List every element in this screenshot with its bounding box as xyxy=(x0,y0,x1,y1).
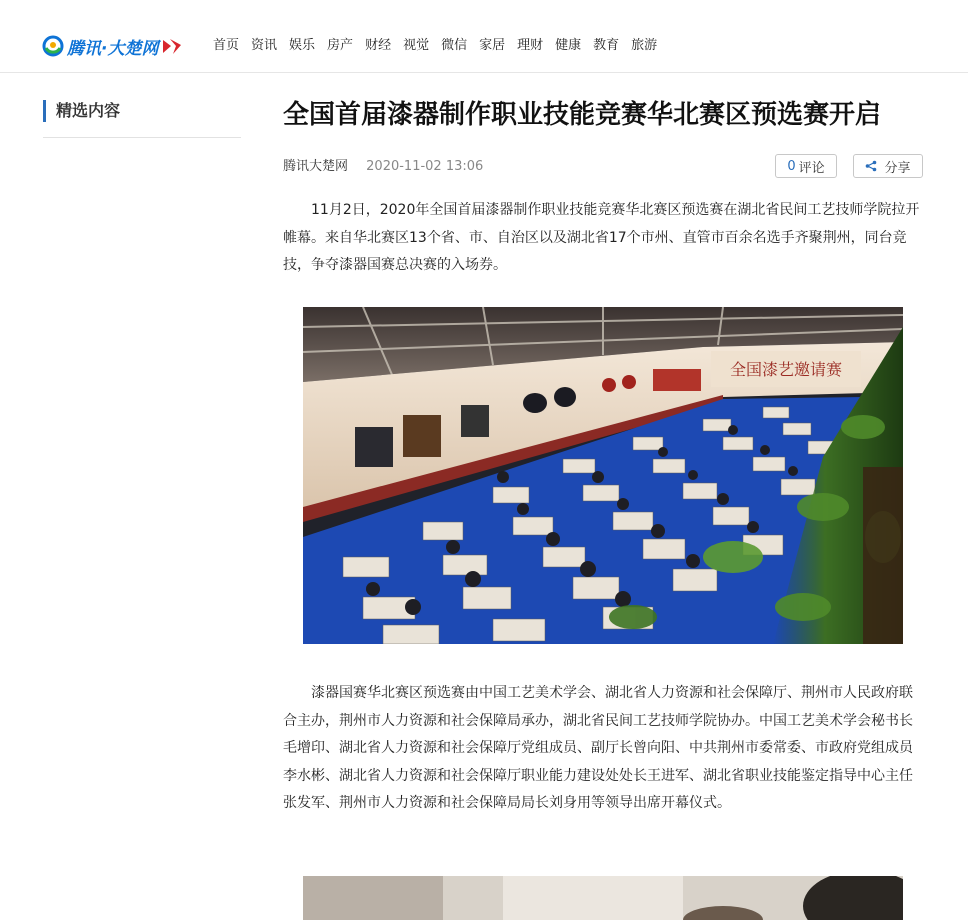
nav-item-5[interactable]: 视觉 xyxy=(403,38,430,53)
site-header xyxy=(0,0,968,73)
share-button[interactable] xyxy=(853,154,923,178)
dachu-flag-icon xyxy=(162,36,182,56)
tencent-logo-icon xyxy=(42,35,64,57)
share-icon xyxy=(865,160,877,172)
second-photo-image xyxy=(303,876,903,920)
site-logo[interactable] xyxy=(42,33,182,59)
nav-item-11[interactable]: 旅游 xyxy=(631,38,658,53)
nav-item-3[interactable]: 房产 xyxy=(327,38,354,53)
nav-item-0[interactable]: 首页 xyxy=(213,38,240,53)
article-photo xyxy=(303,307,903,644)
comment-button[interactable] xyxy=(775,154,837,178)
sidebar-title: 精选内容 xyxy=(43,100,120,122)
article-source[interactable]: 腾讯大楚网 xyxy=(283,159,349,174)
sidebar-divider xyxy=(43,137,241,138)
competition-hall-image xyxy=(303,307,903,644)
nav-item-10[interactable]: 教育 xyxy=(593,38,620,53)
main-nav xyxy=(213,36,669,56)
nav-item-9[interactable]: 健康 xyxy=(555,38,582,53)
nav-item-4[interactable]: 财经 xyxy=(365,38,392,53)
article-photo-2 xyxy=(303,876,903,920)
nav-item-7[interactable]: 家居 xyxy=(479,38,506,53)
comment-count: 0 xyxy=(787,158,796,174)
article-paragraph-2: 漆器国赛华北赛区预选赛由中国工艺美术学会、湖北省人力资源和社会保障厅、荆州市人民政府联合主办，荆州市人力资源和社会保障局承办，湖北省民间工艺技师学院协办。中国工艺美术学会秘书长毛增印、湖北省人力资源和社会保障厅党组成员、副厅长曾向阳、中共荆州市委常委、市政府党组成员李水彬、湖北省人力资源和社会保障厅职业能力建设处处长王进军、湖北省职业技能鉴定指导中心主任张发军、荆州市人力资源和社会保障局局长刘身用等领导出席开幕仪式。 xyxy=(283,685,913,811)
comment-label: 评论 xyxy=(798,160,825,176)
nav-item-1[interactable]: 资讯 xyxy=(251,38,278,53)
logo-text: 腾讯·大楚网 xyxy=(67,38,159,59)
nav-item-2[interactable]: 娱乐 xyxy=(289,38,316,53)
share-label: 分享 xyxy=(884,160,911,176)
article-time: 2020-11-02 13:06 xyxy=(366,159,484,174)
photo-banner-text: 全国漆艺邀请赛 xyxy=(729,360,843,379)
article-title: 全国首届漆器制作职业技能竞赛华北赛区预选赛开启 xyxy=(283,100,882,130)
article-meta xyxy=(283,158,483,176)
nav-item-8[interactable]: 理财 xyxy=(517,38,544,53)
nav-item-6[interactable]: 微信 xyxy=(441,38,468,53)
article-paragraph-1: 11月2日，2020年全国首届漆器制作职业技能竞赛华北赛区预选赛在湖北省民间工艺技师学院拉开帷幕。来自华北赛区13个省、市、自治区以及湖北省17个市州、直管市百余名选手齐聚荆州，同台竞技，争夺漆器国赛总决赛的入场券。 xyxy=(283,202,920,273)
